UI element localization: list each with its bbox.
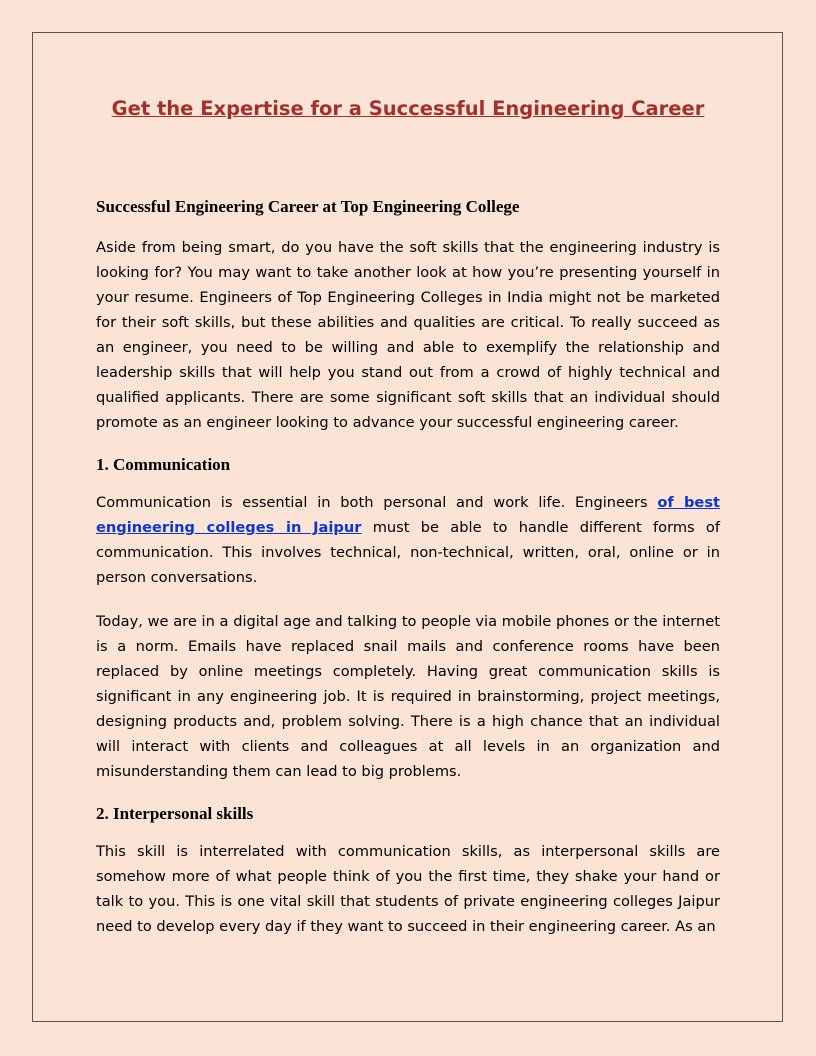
intro-paragraph: Aside from being smart, do you have the soft skills that the engineering industry is looking for? You may want to take another look at how you’re presenting yourself in your resume. Engineers of Top Engineering Colleges in India might not be marketed for their soft skills, but these abilities and qualities are critical. To really succeed as an engineer, you need to be willing and able to exemplify the relationship and leadership skills that will help you stand out from a crowd of highly technical and qualified applicants. There are some significant soft skills that an individual should promote as an engineer looking to advance your successful engineering career. <box>96 239 720 431</box>
page-title: Get the Expertise for a Successful Engineering Career <box>111 97 705 120</box>
communication-paragraph-2: Today, we are in a digital age and talking to people via mobile phones or the internet is a norm. Emails have replaced snail mails and conference rooms have been replaced by online meetings completely. Having great communication skills is significant in any engineering job. It is required in brainstorming, project meetings, designing products and, problem solving. There is a high chance that an individual will interact with clients and colleagues at all levels in an organization and misunderstanding them can lead to big problems. <box>96 613 720 780</box>
text-span: must be able to handle different forms of communication. This involves technical, non-technical, written, oral, online or in person conversations. <box>96 519 721 586</box>
text-span: Communication is essential in both personal and work life. Engineers <box>96 494 658 511</box>
section-heading-communication: 1. Communication <box>96 455 231 474</box>
document-body <box>96 196 720 958</box>
best-engineering-colleges-link[interactable]: of best engineering colleges in Jaipur <box>96 494 720 536</box>
communication-paragraph-1 <box>96 490 720 590</box>
interpersonal-paragraph-1: This skill is interrelated with communication skills, as interpersonal skills are somehow more of what people think of you the first time, they shake your hand or talk to you. This is one vital skill that students of private engineering colleges Jaipur need to develop every day if they want to succeed in their engineering career. As an <box>96 843 720 935</box>
subtitle: Successful Engineering Career at Top Engineering College <box>96 197 520 216</box>
section-heading-interpersonal: 2. Interpersonal skills <box>96 804 254 823</box>
